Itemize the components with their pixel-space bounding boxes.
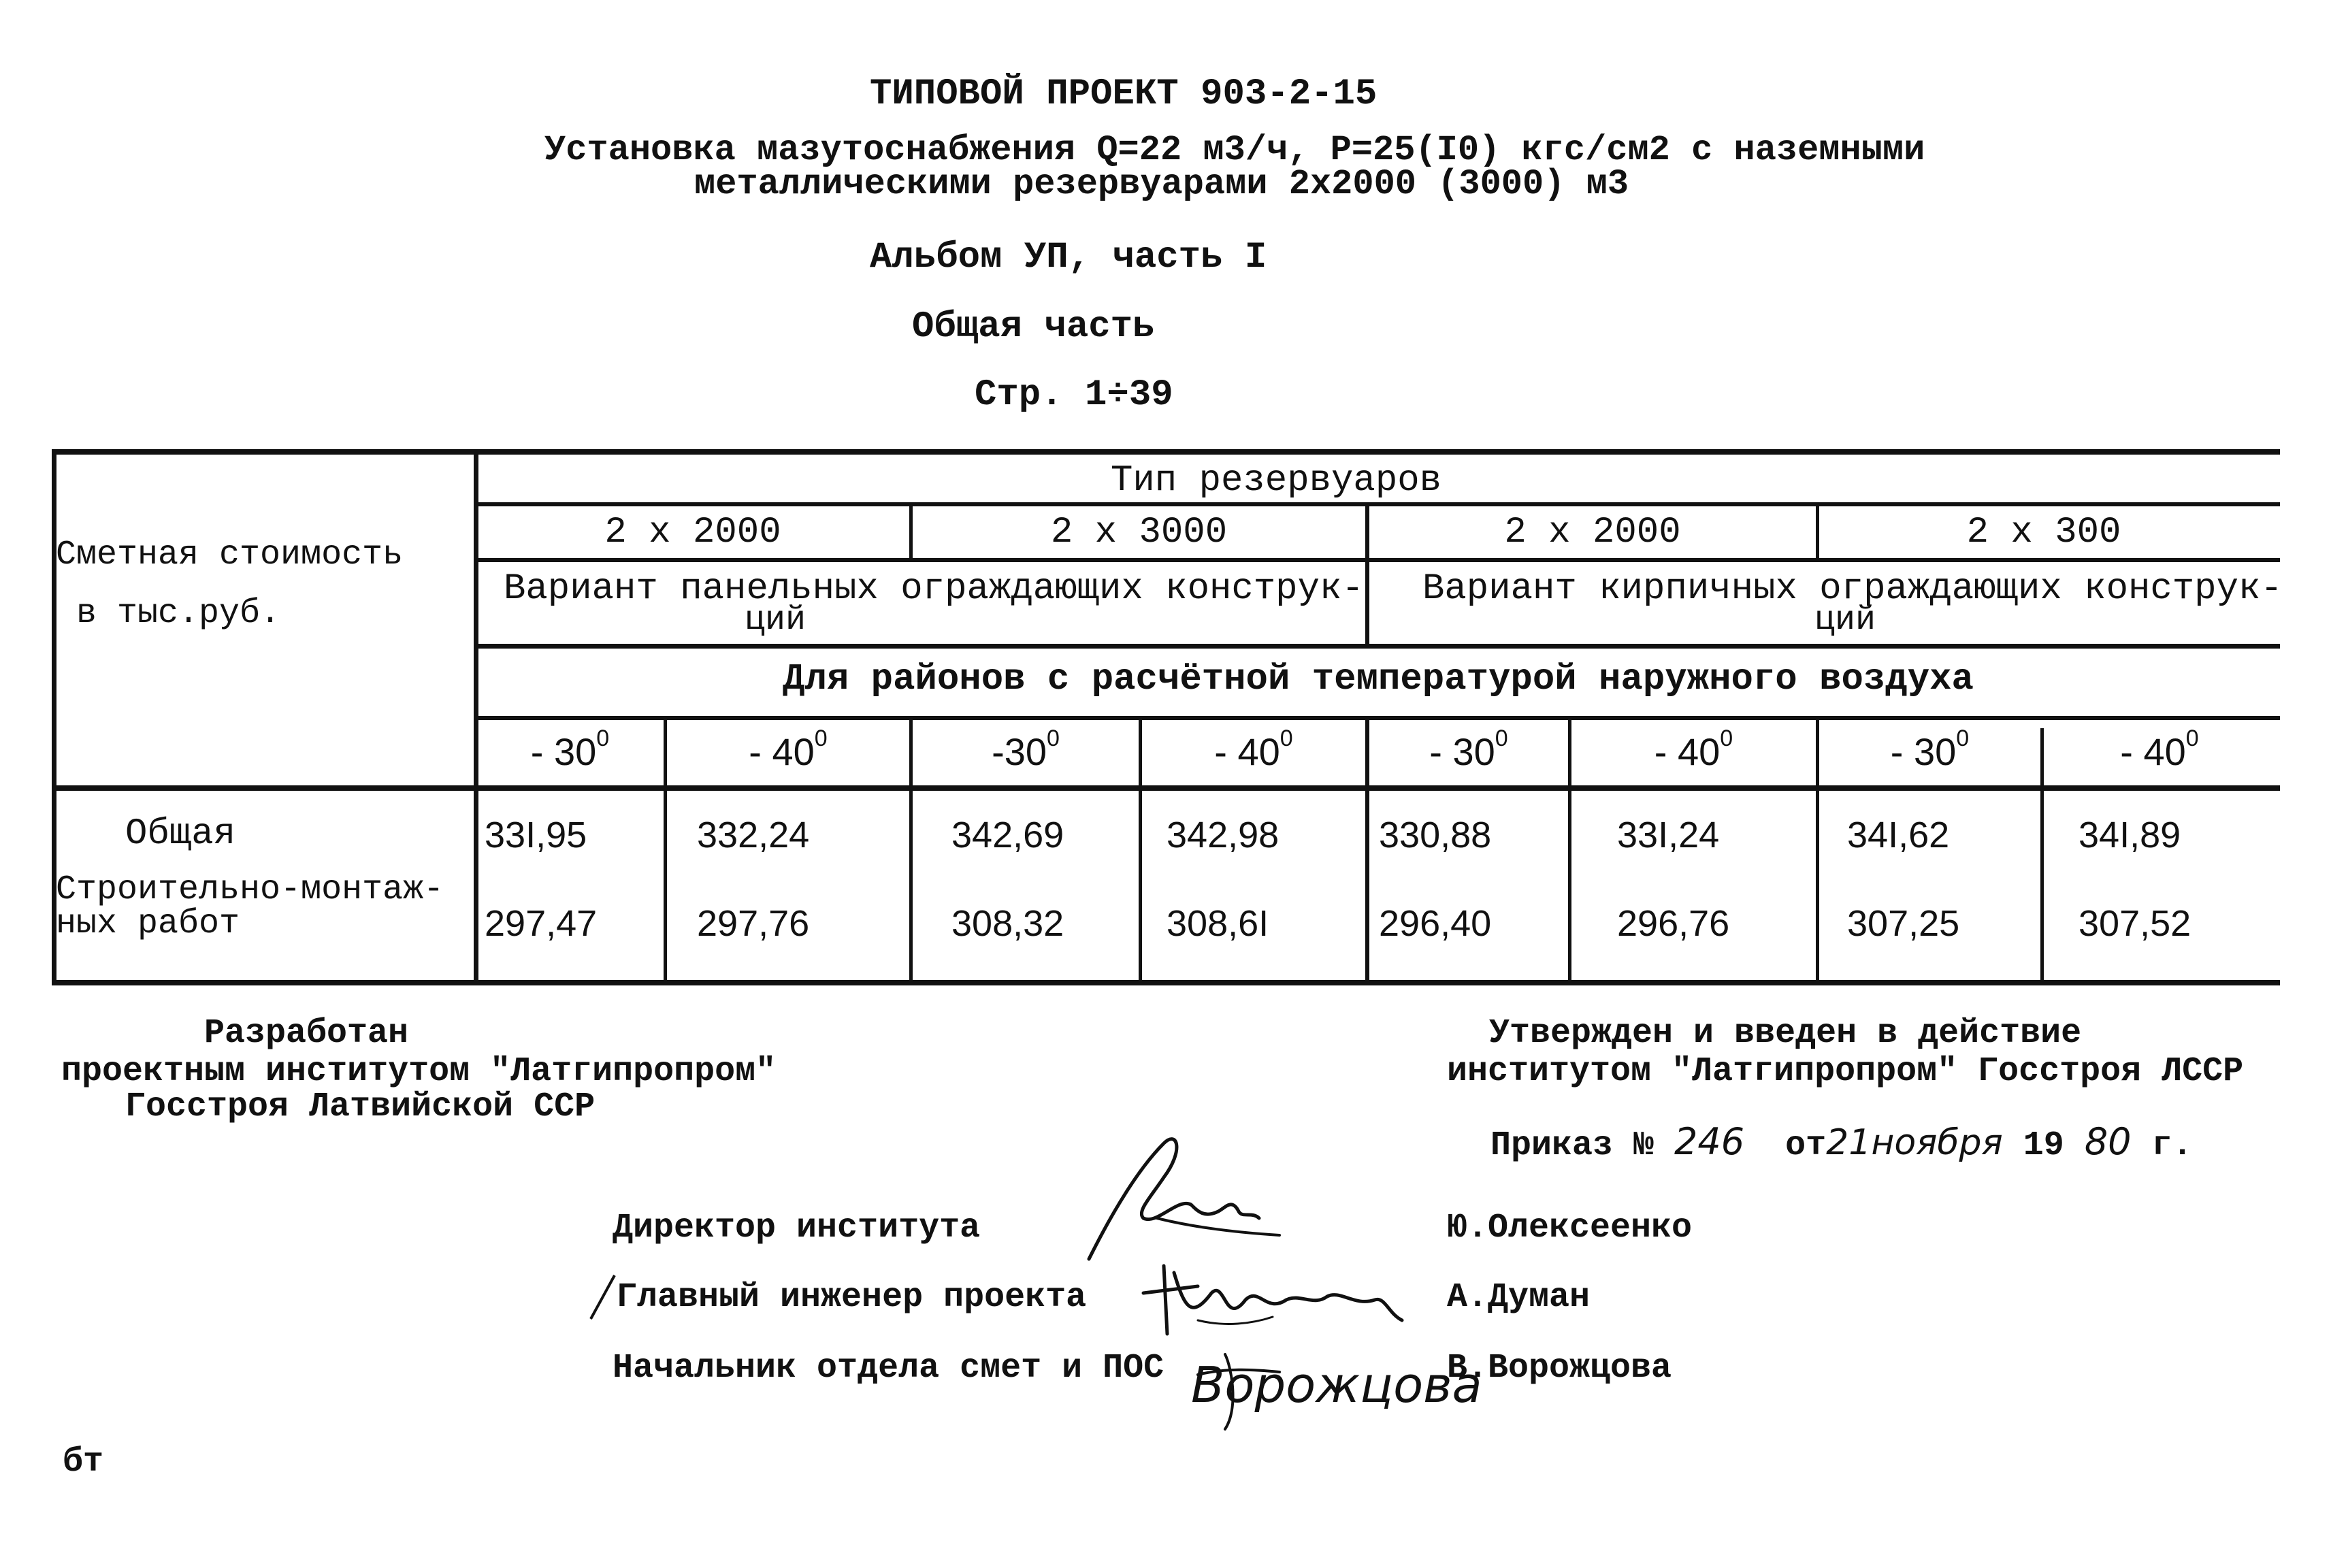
group-title: Тип резервуаров bbox=[1110, 460, 1442, 502]
signatory-3-name: В.Ворожцова bbox=[1447, 1349, 1672, 1388]
director-signature bbox=[1062, 1116, 1307, 1273]
variant-brick-line-1: Вариант кирпичных ограждающих конструк- bbox=[1422, 568, 2283, 610]
order-year-prefix: 19 bbox=[2023, 1126, 2064, 1165]
table-line-temp-title-top bbox=[476, 644, 2280, 649]
developer-line-2: проектным институтом "Латгипропром" bbox=[61, 1052, 777, 1091]
order-day-month: 21ноября bbox=[1826, 1122, 2003, 1163]
table-cell: 342,69 bbox=[951, 815, 1064, 855]
footer-mark: бт bbox=[63, 1443, 104, 1482]
table-cell: 296,40 bbox=[1379, 903, 1492, 944]
order-year-suffix: 80 bbox=[2084, 1120, 2132, 1163]
degree-mark: 0 bbox=[1495, 725, 1508, 751]
order-number: 246 bbox=[1674, 1120, 1745, 1163]
title-line-1: Установка мазутоснабжения Q=22 м3/ч, Р=25(I0) кгс/см2 с наземными bbox=[544, 130, 1925, 170]
page-range: Стр. 1÷39 bbox=[975, 374, 1173, 416]
temp-col-8 bbox=[2044, 725, 2275, 774]
row-header-line-1: Сметная стоимость bbox=[56, 536, 404, 574]
table-cell: 34I,89 bbox=[2079, 815, 2181, 855]
table-cell: 307,25 bbox=[1847, 903, 1960, 944]
table-cell: 33I,24 bbox=[1617, 815, 1720, 855]
developer-line-3: Госстроя Латвийской ССР bbox=[125, 1088, 596, 1126]
temp-value: -30 bbox=[992, 730, 1047, 773]
variant-brick-line-2: ций bbox=[1814, 601, 1876, 640]
table-cell: 296,76 bbox=[1617, 903, 1730, 944]
temp-value: - 40 bbox=[1214, 730, 1280, 773]
table-cell: 308,6I bbox=[1167, 903, 1269, 944]
type-3: 2 х 2000 bbox=[1504, 512, 1681, 553]
temp-col-1 bbox=[476, 725, 664, 774]
row-label-total: Общая bbox=[125, 813, 236, 855]
signatory-2-position: Главный инженер проекта bbox=[617, 1278, 1087, 1317]
temp-value: - 40 bbox=[749, 730, 815, 773]
degree-mark: 0 bbox=[1956, 725, 1970, 751]
table-cell: 308,32 bbox=[951, 903, 1064, 944]
temp-col-4 bbox=[1142, 725, 1365, 774]
signatory-2-name: А.Думан bbox=[1447, 1278, 1591, 1317]
table-cell: 33I,95 bbox=[485, 815, 587, 855]
table-cell: 307,52 bbox=[2079, 903, 2191, 944]
type-2: 2 х 3000 bbox=[1050, 512, 1228, 553]
title-line-2: металлическими резервуарами 2x2000 (3000) м3 bbox=[694, 164, 1629, 204]
order-g: г. bbox=[2151, 1126, 2193, 1165]
album-label: Альбом УП, часть I bbox=[870, 237, 1267, 278]
table-line-variants-top bbox=[476, 558, 2280, 562]
row-label-construction-line-1: Строительно-монтаж- bbox=[56, 870, 444, 909]
section-label: Общая часть bbox=[912, 306, 1155, 348]
order-from: от bbox=[1785, 1126, 1827, 1165]
table-line-types-top bbox=[476, 502, 2280, 506]
table-header-bottom bbox=[53, 785, 2280, 791]
row-label-construction-line-2: ных работ bbox=[56, 904, 240, 943]
temp-value: - 40 bbox=[2120, 730, 2186, 773]
temp-col-7 bbox=[1819, 725, 2040, 774]
temperature-title: Для районов с расчётной температурой наружного воздуха bbox=[783, 659, 1974, 700]
order-label: Приказ № bbox=[1490, 1126, 1675, 1165]
degree-mark: 0 bbox=[814, 725, 828, 751]
type-4: 2 х 300 bbox=[1966, 512, 2121, 553]
table-top-border bbox=[53, 449, 2280, 455]
table-bottom-border bbox=[53, 980, 2280, 985]
temp-col-6 bbox=[1571, 725, 1816, 774]
variant-panel-line-2: ций bbox=[745, 601, 806, 640]
table-cell: 332,24 bbox=[697, 815, 810, 855]
signature-text: Ворожцова bbox=[1191, 1356, 1482, 1414]
temp-value: - 30 bbox=[530, 730, 597, 773]
temp-col-2 bbox=[667, 725, 909, 774]
variant-panel-line-1: Вариант панельных ограждающих конструк- bbox=[504, 568, 1364, 610]
table-cell: 34I,62 bbox=[1847, 815, 1950, 855]
table-cell: 342,98 bbox=[1167, 815, 1279, 855]
signatory-1-position: Директор института bbox=[613, 1209, 981, 1247]
degree-mark: 0 bbox=[1279, 725, 1293, 751]
approval-line-1: Утвержден и введен в действие bbox=[1489, 1014, 2082, 1053]
table-cell: 297,47 bbox=[485, 903, 598, 944]
degree-mark: 0 bbox=[596, 725, 610, 751]
type-1: 2 х 2000 bbox=[604, 512, 781, 553]
temp-col-3 bbox=[913, 725, 1139, 774]
degree-mark: 0 bbox=[1047, 725, 1060, 751]
order-line bbox=[1490, 1120, 2193, 1165]
row-header-line-2: в тыс.руб. bbox=[76, 594, 281, 633]
approval-line-2: институтом "Латгипропром" Госстроя ЛССР bbox=[1447, 1052, 2244, 1091]
project-code: ТИПОВОЙ ПРОЕКТ 903-2-15 bbox=[870, 74, 1378, 115]
developer-line-1: Разработан bbox=[204, 1014, 409, 1053]
temp-col-5 bbox=[1369, 725, 1568, 774]
signatory-1-name: Ю.Олексеенко bbox=[1447, 1209, 1693, 1247]
table-cell: 330,88 bbox=[1379, 815, 1492, 855]
temp-value: - 30 bbox=[1429, 730, 1495, 773]
degree-mark: 0 bbox=[1720, 725, 1733, 751]
table-cell: 297,76 bbox=[697, 903, 810, 944]
temp-value: - 40 bbox=[1654, 730, 1721, 773]
signatory-3-position: Начальник отдела смет и ПОС bbox=[613, 1349, 1164, 1388]
table-line-temps-top bbox=[476, 716, 2280, 720]
temp-value: - 30 bbox=[1890, 730, 1957, 773]
degree-mark: 0 bbox=[2185, 725, 2199, 751]
estimates-head-signature bbox=[1184, 1327, 1538, 1443]
